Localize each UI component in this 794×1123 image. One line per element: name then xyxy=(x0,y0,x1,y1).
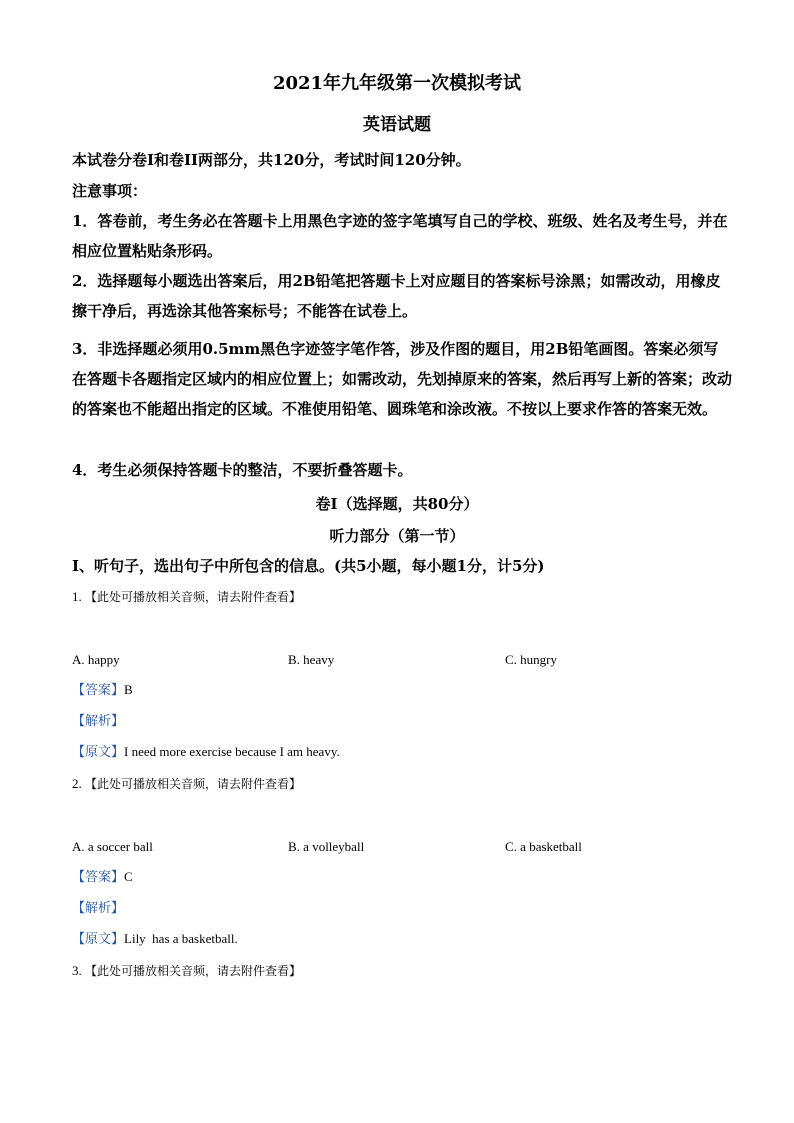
original-text: Lily has a basketball. xyxy=(124,931,238,946)
question-3 xyxy=(72,962,301,980)
section-title: 卷I（选择题，共80分） xyxy=(315,495,479,513)
question-2-original xyxy=(72,930,238,949)
answer-value: B xyxy=(124,682,133,697)
question-2-option-b: B. a volleyball xyxy=(288,839,365,854)
original-label: 【原文】 xyxy=(72,745,125,760)
question-1-original xyxy=(72,743,340,762)
question-1-option-c: C. hungry xyxy=(505,652,557,667)
analysis-label: 【解析】 xyxy=(72,901,125,916)
answer-label: 【答案】 xyxy=(72,683,125,698)
analysis-label: 【解析】 xyxy=(72,714,125,729)
part-title: 听力部分（第一节） xyxy=(329,527,465,545)
question-2-answer xyxy=(72,868,133,887)
notice-heading: 注意事项： xyxy=(72,182,148,200)
question-2-analysis xyxy=(72,899,124,918)
question-3-audio-note: 【此处可播放相关音频，请去附件查看】 xyxy=(85,964,302,978)
question-2-audio-note: 【此处可播放相关音频，请去附件查看】 xyxy=(85,777,302,791)
listening-instruction: I、听句子，选出句子中所包含的信息。(共5小题，每小题1分，计5分) xyxy=(72,557,545,575)
exam-title: 2021年九年级第一次模拟考试 xyxy=(272,73,522,94)
question-1-analysis xyxy=(72,712,124,731)
answer-label: 【答案】 xyxy=(72,870,125,885)
question-1-answer xyxy=(72,681,133,700)
question-1-option-a: A. happy xyxy=(72,652,120,667)
notice-item-2: 2．选择题每小题选出答案后，用2B铅笔把答题卡上对应题目的答案标号涂黑；如需改动，用橡皮擦干净后，再选涂其他答案标号；不能答在试卷上。 xyxy=(72,272,721,320)
question-2-option-a: A. a soccer ball xyxy=(72,839,153,854)
question-1 xyxy=(72,588,301,606)
original-text: I need more exercise because I am heavy. xyxy=(124,744,340,759)
question-1-audio-note: 【此处可播放相关音频，请去附件查看】 xyxy=(85,590,302,604)
original-label: 【原文】 xyxy=(72,932,125,947)
notice-item-4: 4．考生必须保持答题卡的整洁，不要折叠答题卡。 xyxy=(72,461,413,479)
question-1-option-b: B. heavy xyxy=(288,652,335,667)
notice-item-1: 1．答卷前，考生务必在答题卡上用黑色字迹的签字笔填写自己的学校、班级、姓名及考生号，并在相应位置粘贴条形码。 xyxy=(72,212,728,260)
notice-item-3: 3．非选择题必须用0.5mm黑色字迹签字笔作答，涉及作图的题目，用2B铅笔画图。答案必须写在答题卡各题指定区域内的相应位置上；如需改动，先划掉原来的答案，然后再写上新的答案；改动的答案也不能超出指定的区域。不准使用铅笔、圆珠笔和涂改液。不按以上要求作答的答案无效。 xyxy=(72,340,733,418)
question-2-number: 2. xyxy=(72,776,82,791)
answer-value: C xyxy=(124,869,133,884)
exam-intro: 本试卷分卷I和卷II两部分，共120分，考试时间120分钟。 xyxy=(72,151,471,169)
question-2 xyxy=(72,775,301,793)
question-2-option-c: C. a basketball xyxy=(505,839,582,854)
question-1-number: 1. xyxy=(72,589,82,604)
exam-subtitle: 英语试题 xyxy=(363,115,431,135)
question-3-number: 3. xyxy=(72,963,82,978)
